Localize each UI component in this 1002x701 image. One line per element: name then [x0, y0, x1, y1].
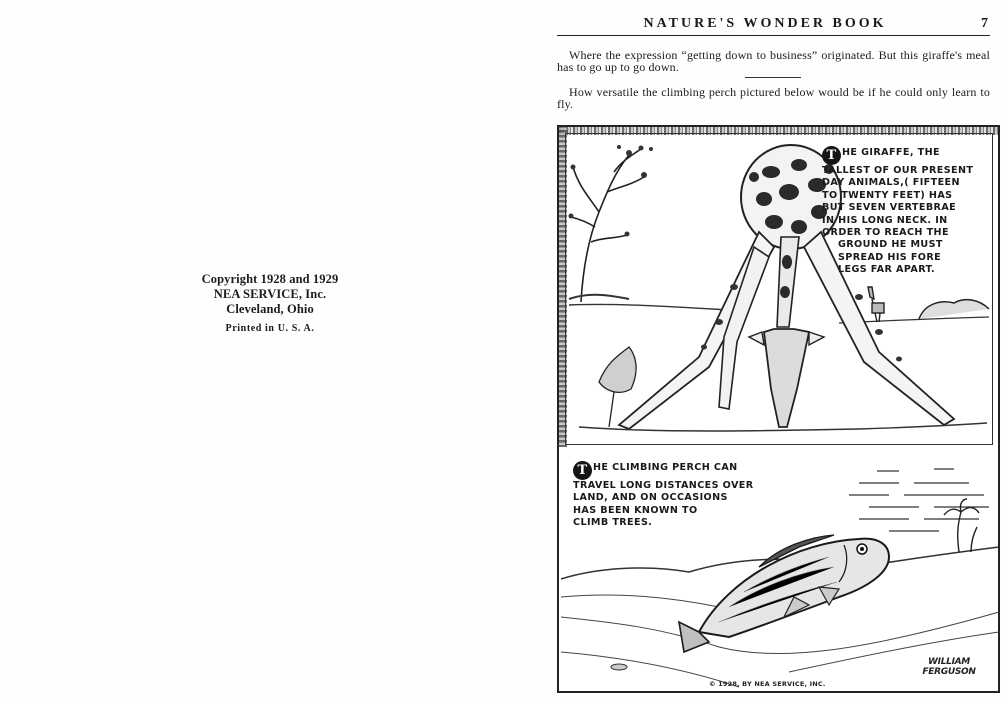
climbing-perch-icon — [679, 535, 889, 652]
cartoon-illustration — [557, 125, 1000, 693]
caption-line: SPREAD HIS FORE — [838, 251, 942, 263]
book-title: NATURE'S WONDER BOOK — [643, 16, 887, 31]
caption-line: TALLEST OF OUR PRESENT — [822, 165, 974, 176]
paragraph-perch: How versatile the climbing perch pictured below would be if he could only learn to fly. — [557, 85, 990, 111]
section-divider — [745, 77, 801, 78]
running-head — [557, 16, 990, 36]
publisher-name: NEA SERVICE, Inc. — [213, 287, 327, 301]
publisher-city: Cleveland, Ohio — [226, 302, 314, 316]
caption-line: ORDER TO REACH THE — [822, 227, 949, 239]
cartoon-copyright: © 1928, BY NEA SERVICE, INC. — [709, 680, 826, 688]
page-number: 7 — [981, 16, 988, 31]
caption-line: DAY ANIMALS,( FIFTEEN — [822, 177, 960, 189]
caption-line: GROUND HE MUST — [838, 239, 943, 251]
distant-giraffe-icon — [868, 287, 884, 322]
dropcap: T — [822, 146, 841, 165]
caption-line: LEGS FAR APART. — [838, 264, 936, 276]
caption-line: LAND, AND ON OCCASIONS — [573, 492, 728, 504]
caption-line: TO TWENTY FEET) HAS — [822, 189, 953, 201]
caption-line: BUT SEVEN VERTEBRAE — [822, 202, 957, 214]
caption-line: IN HIS LONG NECK. IN — [822, 214, 948, 226]
copyright-years: Copyright 1928 and 1929 — [201, 272, 339, 286]
artist-signature — [917, 657, 981, 677]
caption-line: HE GIRAFFE, THE — [842, 147, 940, 158]
caption-line: HE CLIMBING PERCH CAN — [593, 462, 738, 473]
paragraph-giraffe: Where the expression “getting down to business” originated. But this giraffe's meal has to go up to go down. — [557, 48, 990, 74]
perch-caption — [573, 461, 823, 530]
copyright-notice — [180, 272, 360, 336]
caption-line: HAS BEEN KNOWN TO — [573, 504, 698, 516]
dropcap: T — [573, 461, 592, 480]
signature-first-name: WILLIAM — [928, 657, 970, 667]
caption-line: CLIMB TREES. — [573, 517, 653, 529]
tree-icon — [571, 149, 644, 302]
signature-last-name: FERGUSON — [922, 667, 976, 677]
printed-in: Printed in U. S. A. — [225, 323, 315, 334]
giraffe-caption — [822, 146, 994, 277]
caption-line: TRAVEL LONG DISTANCES OVER — [573, 480, 754, 491]
